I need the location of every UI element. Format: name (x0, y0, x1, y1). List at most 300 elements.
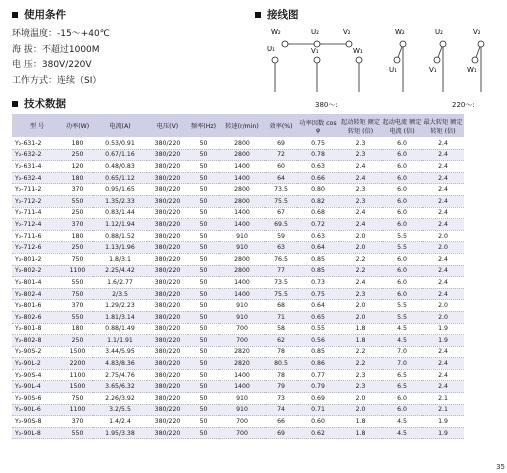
table-cell: 0.77 (297, 369, 339, 381)
table-cell: 2.4 (422, 265, 464, 277)
table-cell: 50 (188, 149, 219, 161)
table-row (12, 253, 464, 265)
table-cell: Y₂-711-6 (12, 230, 62, 242)
table-row (12, 335, 464, 347)
table-cell: 1100 (62, 404, 93, 416)
table-cell: 380/220 (147, 219, 188, 231)
table-cell: 2.4 (422, 219, 464, 231)
table-cell: 58 (265, 323, 297, 335)
table-row (12, 288, 464, 300)
table-cell: Y₂-801-6 (12, 300, 62, 312)
table-cell: 6.0 (382, 207, 422, 219)
table-cell: 0.88/1.49 (93, 323, 147, 335)
table-cell: 6.0 (382, 393, 422, 405)
table-cell: 2.1 (422, 404, 464, 416)
table-cell: 250 (62, 149, 93, 161)
table-cell: 380/220 (147, 265, 188, 277)
table-cell: 0.66 (297, 172, 339, 184)
table-cell: Y₂-711-4 (12, 207, 62, 219)
term-w1: W₁ (353, 47, 363, 55)
tech-data-table (12, 114, 464, 439)
table-cell: 380/220 (147, 288, 188, 300)
table-cell: 1400 (219, 381, 265, 393)
table-cell: 0.75 (297, 288, 339, 300)
table-cell: 60 (265, 161, 297, 173)
table-cell: 380/220 (147, 416, 188, 428)
table-row (12, 416, 464, 428)
term-w1: W₁ (467, 66, 477, 74)
table-cell: 6.0 (382, 265, 422, 277)
table-cell: 380/220 (147, 300, 188, 312)
table-cell: 1.13/1.96 (93, 242, 147, 254)
table-cell: 73 (265, 393, 297, 405)
table-cell: 0.88/1.52 (93, 230, 147, 242)
table-cell: 1100 (62, 265, 93, 277)
table-cell: 2.4 (339, 219, 382, 231)
table-cell: 1.29/2.23 (93, 300, 147, 312)
table-cell: 77 (265, 265, 297, 277)
table-row (12, 172, 464, 184)
table-cell: 750 (62, 288, 93, 300)
table-cell: 1.6/2.77 (93, 277, 147, 289)
table-cell: 0.78 (297, 149, 339, 161)
wiring-diagram (255, 20, 505, 110)
table-cell: 0.56 (297, 335, 339, 347)
table-cell: 79 (265, 381, 297, 393)
table-cell: 380/220 (147, 369, 188, 381)
term-u1: U₁ (389, 66, 397, 74)
table-cell: 50 (188, 172, 219, 184)
table-cell: 2.4 (422, 184, 464, 196)
table-cell: 0.55 (297, 323, 339, 335)
table-cell: Y₂-90L-8 (12, 427, 62, 439)
table-cell: 250 (62, 242, 93, 254)
table-cell: 2.2 (339, 265, 382, 277)
table-row (12, 242, 464, 254)
usage-item: 电 压：380V/220V (12, 60, 92, 70)
term-u1: U₁ (267, 45, 275, 53)
table-cell: Y₂-801-4 (12, 277, 62, 289)
table-cell: 6.0 (382, 184, 422, 196)
table-cell: 380/220 (147, 253, 188, 265)
table-cell: 67 (265, 207, 297, 219)
column-header: 频率(Hz) (188, 114, 219, 138)
table-cell: 380/220 (147, 323, 188, 335)
table-cell: 2.0 (339, 300, 382, 312)
table-cell: 380/220 (147, 404, 188, 416)
table-cell: 2.0 (339, 311, 382, 323)
table-cell: 50 (188, 300, 219, 312)
term-w2: W₂ (395, 28, 405, 36)
table-cell: 700 (219, 416, 265, 428)
table-cell: 50 (188, 242, 219, 254)
table-cell: 380/220 (147, 335, 188, 347)
table-cell: 910 (219, 300, 265, 312)
table-cell: 380/220 (147, 393, 188, 405)
table-cell: 0.53/0.91 (93, 138, 147, 150)
table-cell: 1.81/3.14 (93, 311, 147, 323)
table-cell: 380/220 (147, 161, 188, 173)
table-cell: 2.4 (422, 195, 464, 207)
term-v2: V₂ (343, 28, 351, 36)
table-row (12, 358, 464, 370)
table-cell: 2.4 (422, 381, 464, 393)
table-cell: 0.63 (297, 230, 339, 242)
table-cell: Y₂-631-4 (12, 161, 62, 173)
table-cell: Y₂-631-2 (12, 138, 62, 150)
table-cell: 75.5 (265, 288, 297, 300)
table-cell: Y₂-90S-4 (12, 369, 62, 381)
table-cell: 750 (62, 253, 93, 265)
term-v1: V₁ (311, 47, 319, 55)
table-cell: Y₂-712-2 (12, 195, 62, 207)
table-cell: 68 (265, 300, 297, 312)
table-cell: 50 (188, 404, 219, 416)
table-cell: 1400 (219, 172, 265, 184)
table-cell: 0.85 (297, 346, 339, 358)
table-cell: 50 (188, 253, 219, 265)
table-cell: 550 (62, 195, 93, 207)
table-cell: Y₂-712-6 (12, 242, 62, 254)
usage-item: 工作方式：连续（SI） (12, 75, 102, 86)
table-cell: 180 (62, 323, 93, 335)
table-cell: 910 (219, 393, 265, 405)
table-cell: 6.0 (382, 172, 422, 184)
table-cell: 2.4 (422, 172, 464, 184)
table-cell: 380/220 (147, 195, 188, 207)
table-cell: 63 (265, 242, 297, 254)
wiring-title-text: 接线图 (267, 9, 299, 21)
table-cell: 2800 (219, 184, 265, 196)
table-row (12, 404, 464, 416)
table-cell: 180 (62, 230, 93, 242)
table-cell: 76.5 (265, 253, 297, 265)
table-cell: 2.4 (422, 369, 464, 381)
wiring-380-caption: 380～: (315, 101, 338, 109)
table-cell: 50 (188, 219, 219, 231)
table-cell: 380/220 (147, 138, 188, 150)
table-cell: 2.2 (339, 358, 382, 370)
column-header: 电压(V) (147, 114, 188, 138)
table-cell: 78 (265, 369, 297, 381)
table-cell: 0.73 (297, 277, 339, 289)
table-cell: 0.68 (297, 207, 339, 219)
table-cell: Y₂-90L-6 (12, 404, 62, 416)
table-cell: Y₂-90L-2 (12, 358, 62, 370)
table-cell: 1.8 (339, 427, 382, 439)
table-cell: 2.4 (422, 288, 464, 300)
table-cell: 1500 (62, 346, 93, 358)
term-v2: V₂ (473, 28, 481, 36)
term-u2: U₂ (435, 28, 443, 36)
table-cell: 69.5 (265, 219, 297, 231)
table-cell: 50 (188, 335, 219, 347)
table-cell: 3.2/5.5 (93, 404, 147, 416)
table-cell: 5.5 (382, 242, 422, 254)
table-cell: 2800 (219, 195, 265, 207)
table-cell: 50 (188, 427, 219, 439)
table-cell: 7.0 (382, 358, 422, 370)
table-cell: 0.65 (297, 311, 339, 323)
table-cell: 380/220 (147, 277, 188, 289)
table-cell: 1400 (219, 288, 265, 300)
table-cell: 910 (219, 242, 265, 254)
table-cell: 1400 (219, 369, 265, 381)
table-row (12, 300, 464, 312)
table-cell: 0.69 (297, 393, 339, 405)
table-cell: 2.4 (422, 253, 464, 265)
table-cell: 2.75/4.76 (93, 369, 147, 381)
table-cell: 2.0 (422, 242, 464, 254)
section-bullet-icon (12, 12, 18, 18)
table-cell: Y₂-90S-8 (12, 416, 62, 428)
column-header: 功率(W) (62, 114, 93, 138)
table-cell: 1.8 (339, 416, 382, 428)
table-cell: 50 (188, 277, 219, 289)
table-cell: 370 (62, 300, 93, 312)
table-cell: 50 (188, 393, 219, 405)
table-cell: 6.0 (382, 404, 422, 416)
table-cell: 2.3 (339, 184, 382, 196)
usage-conditions (12, 27, 110, 89)
table-cell: 2.3 (339, 195, 382, 207)
term-w2: W₂ (271, 28, 281, 36)
table-cell: 50 (188, 381, 219, 393)
table-cell: 50 (188, 230, 219, 242)
table-cell: Y₂-802-4 (12, 288, 62, 300)
table-cell: 0.60 (297, 416, 339, 428)
table-cell: 2820 (219, 346, 265, 358)
table-cell: Y₂-90S-2 (12, 346, 62, 358)
table-cell: 1.8 (339, 335, 382, 347)
table-cell: 550 (62, 311, 93, 323)
table-cell: Y₂-802-2 (12, 265, 62, 277)
table-cell: 0.48/0.83 (93, 161, 147, 173)
table-cell: 75.5 (265, 195, 297, 207)
column-header: 功率因数 cos φ (297, 114, 339, 138)
column-header: 转速(r/min) (219, 114, 265, 138)
table-row (12, 219, 464, 231)
table-cell: 910 (219, 230, 265, 242)
table-cell: 5.5 (382, 230, 422, 242)
tech-section-title (12, 96, 66, 111)
table-row (12, 138, 464, 150)
table-cell: 370 (62, 184, 93, 196)
table-cell: 1.1/1.91 (93, 335, 147, 347)
table-row (12, 311, 464, 323)
table-cell: 2.3 (339, 288, 382, 300)
table-cell: 2.3 (339, 138, 382, 150)
table-cell: 62 (265, 335, 297, 347)
table-cell: 50 (188, 416, 219, 428)
usage-item: 环境温度：-15～+40℃ (12, 29, 110, 39)
table-cell: 3.65/6.32 (93, 381, 147, 393)
table-cell: 4.5 (382, 416, 422, 428)
table-cell: 6.0 (382, 138, 422, 150)
table-cell: 64 (265, 172, 297, 184)
table-cell: 0.82 (297, 195, 339, 207)
table-row (12, 184, 464, 196)
table-cell: 50 (188, 323, 219, 335)
table-row (12, 195, 464, 207)
table-cell: 180 (62, 172, 93, 184)
table-cell: 50 (188, 311, 219, 323)
table-cell: 2.0 (339, 404, 382, 416)
table-cell: 2800 (219, 138, 265, 150)
table-cell: 2800 (219, 265, 265, 277)
table-cell: 2.2 (339, 346, 382, 358)
table-cell: 59 (265, 230, 297, 242)
table-cell: 180 (62, 138, 93, 150)
column-header: 型 号 (12, 114, 62, 138)
table-cell: 1.12/1.94 (93, 219, 147, 231)
table-cell: 370 (62, 219, 93, 231)
table-cell: 120 (62, 161, 93, 173)
table-cell: 2.4 (339, 207, 382, 219)
table-cell: 2.2 (339, 253, 382, 265)
table-cell: 0.86 (297, 358, 339, 370)
table-cell: 5.5 (382, 311, 422, 323)
table-cell: 6.0 (382, 253, 422, 265)
table-row (12, 207, 464, 219)
table-cell: 6.0 (382, 161, 422, 173)
term-u2: U₂ (311, 28, 319, 36)
term-v1: V₁ (429, 66, 437, 74)
table-cell: 1.9 (422, 335, 464, 347)
table-cell: 1.9 (422, 427, 464, 439)
table-cell: Y₂-712-4 (12, 219, 62, 231)
table-cell: Y₂-90L-4 (12, 381, 62, 393)
table-cell: 2.4 (422, 138, 464, 150)
table-cell: 2.0 (339, 242, 382, 254)
table-cell: 3.44/5.95 (93, 346, 147, 358)
table-cell: 250 (62, 335, 93, 347)
table-row (12, 230, 464, 242)
table-cell: 2.4 (422, 358, 464, 370)
table-cell: 380/220 (147, 381, 188, 393)
column-header: 起动电流 额定电流 (倍) (382, 114, 422, 138)
table-cell: 1.95/3.38 (93, 427, 147, 439)
table-cell: 0.67/1.16 (93, 149, 147, 161)
table-cell: 2.0 (422, 230, 464, 242)
table-cell: 2.0 (422, 300, 464, 312)
table-cell: 380/220 (147, 207, 188, 219)
table-cell: 380/220 (147, 358, 188, 370)
table-cell: 0.75 (297, 138, 339, 150)
table-cell: 2.4 (422, 346, 464, 358)
table-cell: 6.0 (382, 149, 422, 161)
table-cell: 69 (265, 138, 297, 150)
table-cell: 0.72 (297, 219, 339, 231)
table-cell: 6.0 (382, 277, 422, 289)
table-cell: 50 (188, 358, 219, 370)
table-cell: 0.95/1.65 (93, 184, 147, 196)
table-cell: 380/220 (147, 311, 188, 323)
table-cell: 50 (188, 265, 219, 277)
table-row (12, 323, 464, 335)
table-cell: 0.62 (297, 427, 339, 439)
table-cell: 370 (62, 416, 93, 428)
table-cell: 7.0 (382, 346, 422, 358)
table-row (12, 369, 464, 381)
table-cell: Y₂-632-2 (12, 149, 62, 161)
table-cell: 2.0 (339, 230, 382, 242)
table-cell: 750 (62, 393, 93, 405)
table-cell: 2.4 (339, 161, 382, 173)
table-cell: 50 (188, 195, 219, 207)
table-cell: 0.79 (297, 381, 339, 393)
table-cell: 50 (188, 161, 219, 173)
table-cell: 6.0 (382, 288, 422, 300)
table-cell: 2.3 (339, 369, 382, 381)
table-cell: Y₂-632-4 (12, 172, 62, 184)
usage-item: 海 拔：不超过1000M (12, 44, 100, 55)
table-cell: 50 (188, 138, 219, 150)
table-cell: 2820 (219, 358, 265, 370)
table-cell: 1500 (62, 381, 93, 393)
usage-section-title (12, 7, 66, 22)
table-cell: 71 (265, 311, 297, 323)
page-number: 35 (496, 463, 505, 471)
table-cell: 1400 (219, 161, 265, 173)
table-cell: 1.8/3.1 (93, 253, 147, 265)
table-cell: 1.35/2.33 (93, 195, 147, 207)
table-cell: 0.64 (297, 300, 339, 312)
section-bullet-icon (12, 101, 18, 107)
table-cell: 50 (188, 207, 219, 219)
usage-title-text: 使用条件 (24, 9, 66, 21)
table-cell: 2.0 (422, 311, 464, 323)
table-cell: 4.5 (382, 323, 422, 335)
table-cell: 4.83/8.36 (93, 358, 147, 370)
table-row (12, 393, 464, 405)
table-cell: 72 (265, 149, 297, 161)
table-cell: 380/220 (147, 149, 188, 161)
table-cell: 1400 (219, 207, 265, 219)
table-cell: 2.4 (339, 277, 382, 289)
column-header: 效率(%) (265, 114, 297, 138)
table-cell: 700 (219, 335, 265, 347)
table-body (12, 138, 464, 439)
table-header-row (12, 114, 464, 138)
table-cell: 380/220 (147, 242, 188, 254)
table-cell: 69 (265, 427, 297, 439)
table-cell: 50 (188, 184, 219, 196)
table-cell: 74 (265, 404, 297, 416)
table-cell: 380/220 (147, 184, 188, 196)
table-cell: 380/220 (147, 230, 188, 242)
table-cell: 0.71 (297, 404, 339, 416)
table-cell: 2.0 (339, 393, 382, 405)
table-cell: 0.85 (297, 253, 339, 265)
table-cell: 0.63 (297, 161, 339, 173)
table-row (12, 277, 464, 289)
table-cell: 2.3 (339, 381, 382, 393)
table-row (12, 265, 464, 277)
table-row (12, 149, 464, 161)
table-cell: 2.4 (422, 277, 464, 289)
section-bullet-icon (255, 12, 261, 18)
table-cell: 50 (188, 369, 219, 381)
table-row (12, 346, 464, 358)
table-cell: 2.3 (339, 149, 382, 161)
table-cell: 700 (219, 323, 265, 335)
table-cell: 910 (219, 311, 265, 323)
table-cell: 2.4 (339, 172, 382, 184)
column-header: 最大转矩 额定转矩 (倍) (422, 114, 464, 138)
table-cell: 550 (62, 427, 93, 439)
table-cell: 380/220 (147, 427, 188, 439)
